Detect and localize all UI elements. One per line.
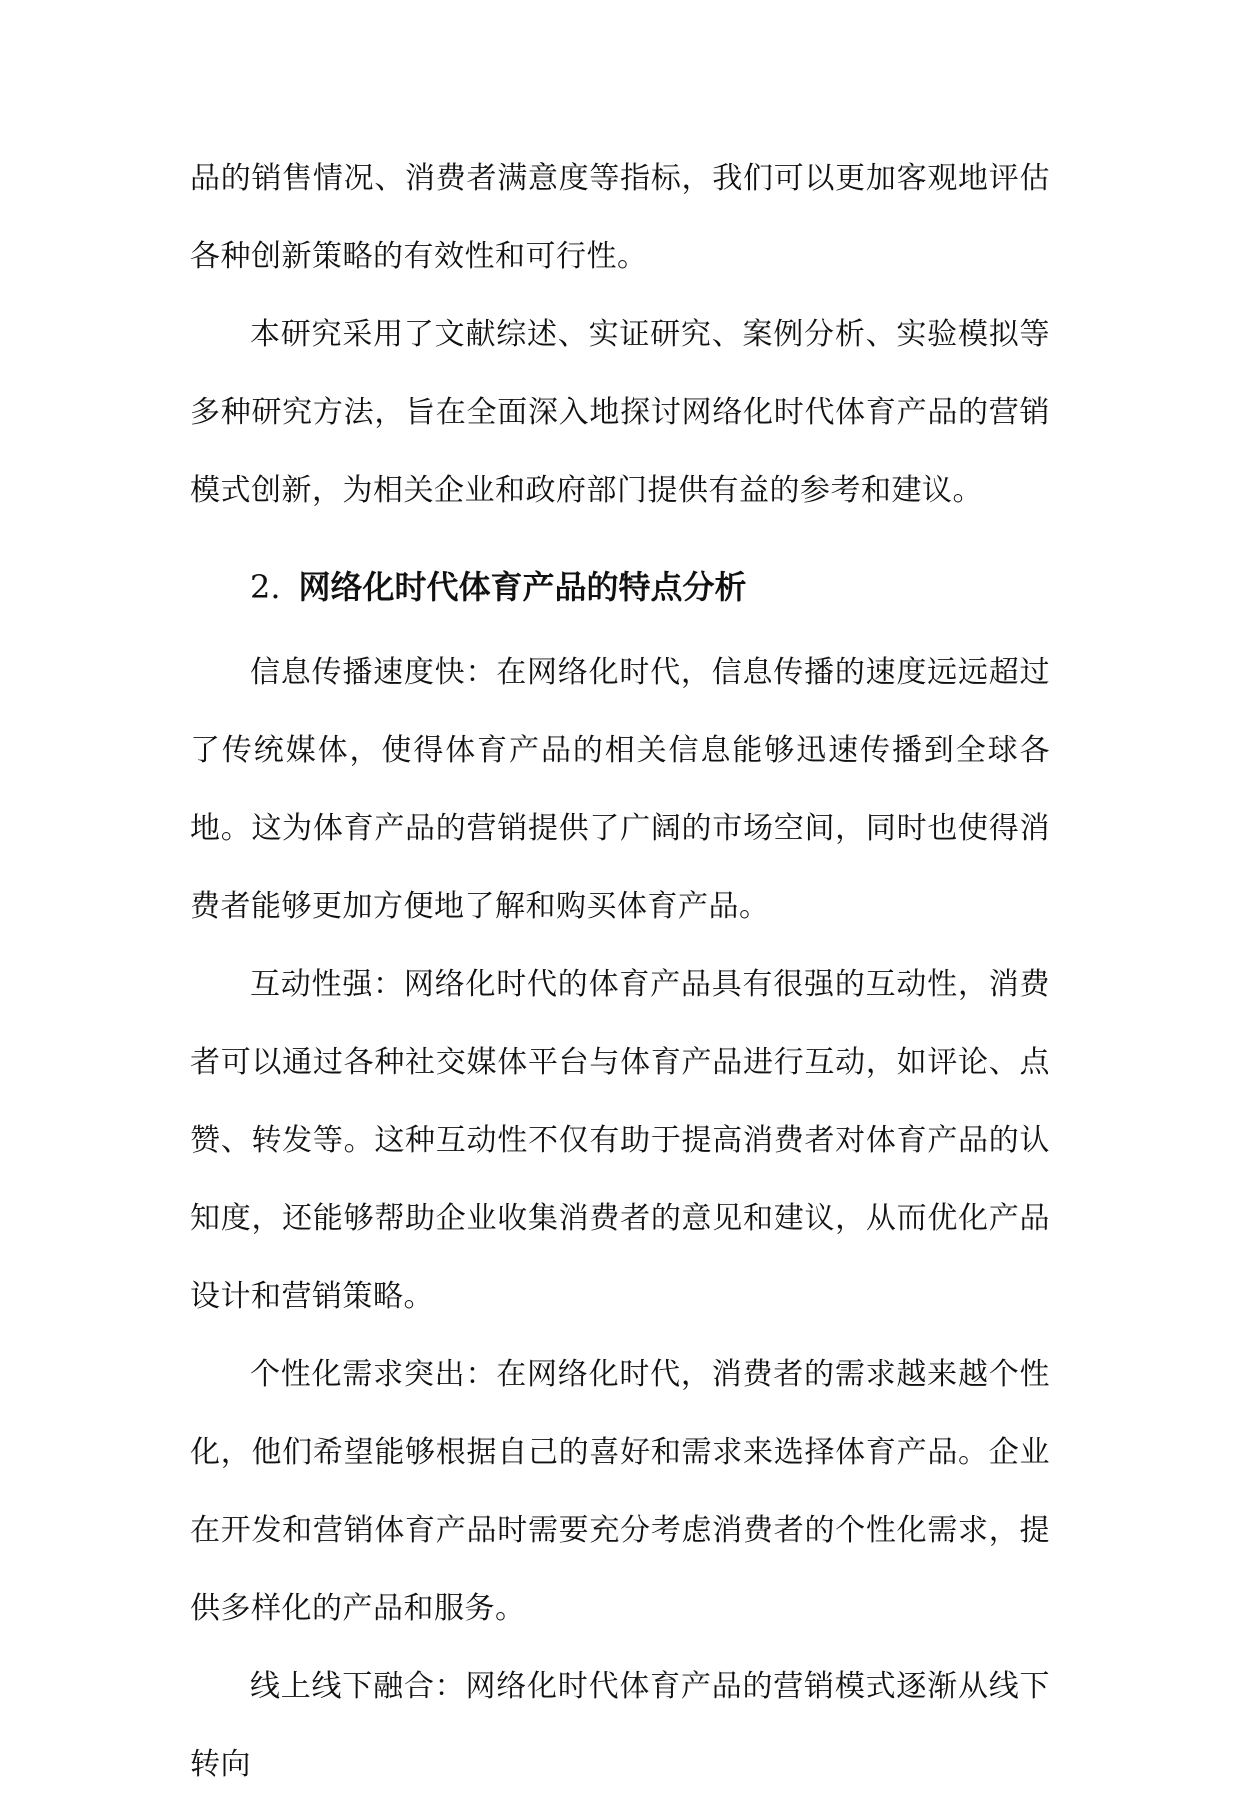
paragraph-online-offline: 线上线下融合：网络化时代体育产品的营销模式逐渐从线下转向 <box>190 1669 1050 1782</box>
paragraph-continuation: 品的销售情况、消费者满意度等指标，我们可以更加客观地评估各种创新策略的有效性和可行性。 <box>190 161 1050 274</box>
paragraph-interactivity: 互动性强：网络化时代的体育产品具有很强的互动性，消费者可以通过各种社交媒体平台与体育产品进行互动，如评论、点赞、转发等。这种互动性不仅有助于提高消费者对体育产品的认知度，还能够帮助企业收集消费者的意见和建议，从而优化产品设计和营销策略。 <box>190 967 1050 1314</box>
section-number: 2. <box>250 568 281 606</box>
paragraph-personalization: 个性化需求突出：在网络化时代，消费者的需求越来越个性化，他们希望能够根据自己的喜好和需求来选择体育产品。企业在开发和营销体育产品时需要充分考虑消费者的个性化需求，提供多样化的产品和服务。 <box>190 1357 1050 1626</box>
section-heading <box>190 548 1050 626</box>
paragraph-info-speed: 信息传播速度快：在网络化时代，信息传播的速度远远超过了传统媒体，使得体育产品的相关信息能够迅速传播到全球各地。这为体育产品的营销提供了广阔的市场空间，同时也使得消费者能够更加方便地了解和购买体育产品。 <box>190 655 1050 924</box>
paragraph-research-methods: 本研究采用了文献综述、实证研究、案例分析、实验模拟等多种研究方法，旨在全面深入地探讨网络化时代体育产品的营销模式创新，为相关企业和政府部门提供有益的参考和建议。 <box>190 317 1050 508</box>
section-title: 网络化时代体育产品的特点分析 <box>298 568 747 606</box>
document-body <box>190 140 1050 1804</box>
